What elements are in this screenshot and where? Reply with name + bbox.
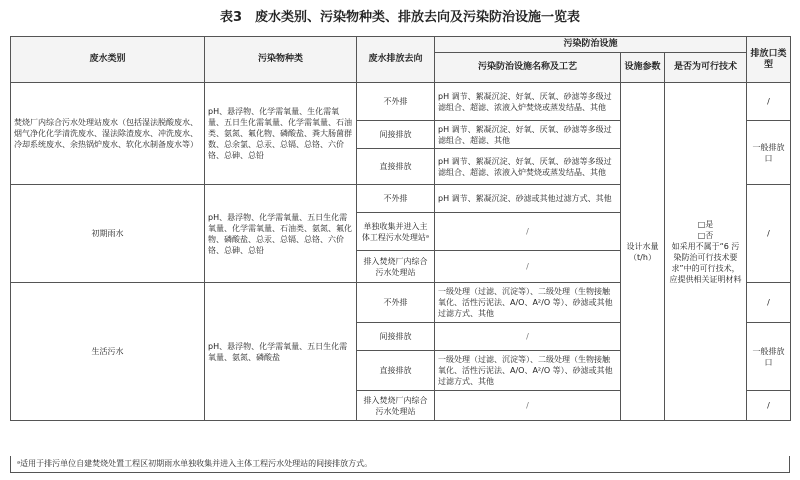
destination-cell: 间接排放	[357, 121, 435, 149]
destination-cell: 不外排	[357, 283, 435, 323]
table-footnote: ᵃ适用于排污单位自建焚烧处置工程区初期雨水单独收集并进入主体工程污水处理站的间接排放方式。	[10, 456, 790, 473]
pollutants-cell: pH、悬浮物、化学需氧量、五日生化需氧量、氨氮、磷酸盐	[205, 283, 357, 421]
header-outlet-type: 排放口类型	[747, 37, 791, 83]
outlet-cell: /	[747, 283, 791, 323]
outlet-cell: 一般排放口	[747, 121, 791, 185]
process-cell: /	[435, 391, 621, 421]
header-pollutants: 污染物种类	[205, 37, 357, 83]
ww-type-cell: 初期雨水	[11, 185, 205, 283]
header-feasible: 是否为可行技术	[665, 53, 747, 83]
process-cell: pH 调节、絮凝沉淀、好氧、厌氧、砂滤等多级过滤组合、超滤、浓液入炉焚烧或蒸发结晶、其他	[435, 149, 621, 185]
wastewater-table	[10, 36, 791, 421]
header-facility-name: 污染防治设施名称及工艺	[435, 53, 621, 83]
pollutants-cell: pH、悬浮物、化学需氧量、五日生化需氧量、化学需氧量、石油类、氨氮、氟化物、磷酸盐、总汞、总镉、总铬、六价铬、总砷、总铅	[205, 185, 357, 283]
outlet-cell: 一般排放口	[747, 323, 791, 391]
process-cell: /	[435, 251, 621, 283]
destination-cell: 不外排	[357, 83, 435, 121]
process-cell: pH 调节、絮凝沉淀、好氧、厌氧、砂滤等多级过滤组合、超滤、浓液入炉焚烧或蒸发结晶、其他	[435, 83, 621, 121]
process-cell: pH 调节、絮凝沉淀、砂滤或其他过滤方式、其他	[435, 185, 621, 213]
destination-cell: 不外排	[357, 185, 435, 213]
destination-cell: 间接排放	[357, 323, 435, 351]
header-ww-type: 废水类别	[11, 37, 205, 83]
pollutants-cell: pH、悬浮物、化学需氧量、生化需氧量、五日生化需氧量、化学需氧量、石油类、氨氮、氟化物、磷酸盐、粪大肠菌群数、总余氯、总汞、总镉、总铬、六价铬、总砷、总铅	[205, 83, 357, 185]
header-facility-group: 污染防治设施	[435, 37, 747, 53]
outlet-cell: /	[747, 185, 791, 283]
process-cell: /	[435, 323, 621, 351]
destination-cell: 排入焚烧厂内综合污水处理站	[357, 251, 435, 283]
destination-cell: 直接排放	[357, 351, 435, 391]
ww-type-cell: 生活污水	[11, 283, 205, 421]
process-cell: pH 调节、絮凝沉淀、好氧、厌氧、砂滤等多级过滤组合、超滤、其他	[435, 121, 621, 149]
process-cell: 一级处理（过滤、沉淀等）、二级处理（生物接触氧化、活性污泥法、A/O、A²/O 等）、砂滤或其他过滤方式、其他	[435, 351, 621, 391]
destination-cell: 排入焚烧厂内综合污水处理站	[357, 391, 435, 421]
design-param-cell: 设计水量（t/h）	[621, 83, 665, 421]
process-cell: 一级处理（过滤、沉淀等）、二级处理（生物接触氧化、活性污泥法、A/O、A²/O 等）、砂滤或其他过滤方式、其他	[435, 283, 621, 323]
table-row	[11, 83, 791, 121]
destination-cell: 直接排放	[357, 149, 435, 185]
outlet-cell: /	[747, 83, 791, 121]
process-cell: /	[435, 213, 621, 251]
outlet-cell: /	[747, 391, 791, 421]
header-destination: 废水排放去向	[357, 37, 435, 83]
ww-type-cell: 焚烧厂内综合污水处理站废水（包括湿法脱酸废水、烟气净化化学清洗废水、湿法除渣废水、冲洗废水、冷却系统废水、余热锅炉废水、软化水制备废水等）	[11, 83, 205, 185]
header-design-param: 设施参数	[621, 53, 665, 83]
feasible-cell: □是 □否 如采用不属于“6 污染防治可行技术要求”中的可行技术，应提供相关证明材料	[665, 83, 747, 421]
destination-cell: 单独收集并进入主体工程污水处理站ᵃ	[357, 213, 435, 251]
table-title: 表3 废水类别、污染物种类、排放去向及污染防治设施一览表	[219, 10, 581, 25]
